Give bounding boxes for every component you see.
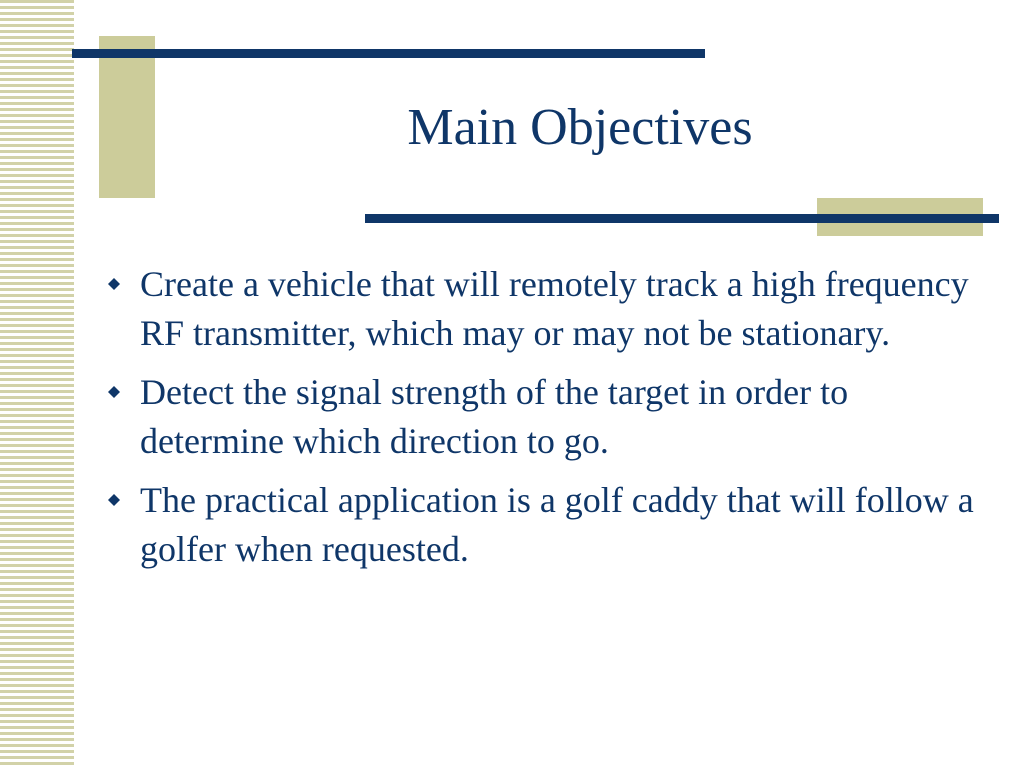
bullet-text: Detect the signal strength of the target in order to determine which direction to go.: [140, 372, 849, 461]
left-stripe-decoration: [0, 0, 74, 768]
bullet-text: The practical application is a golf caddy that will follow a golfer when requested.: [140, 480, 974, 569]
bullet-item: [104, 368, 984, 466]
bullet-text: Create a vehicle that will remotely track a high frequency RF transmitter, which may or may not be stationary.: [140, 264, 969, 353]
title-rule-top: [72, 49, 705, 58]
bullet-list: [104, 260, 984, 584]
diamond-bullet-icon: [108, 494, 120, 506]
accent-block-top: [99, 36, 155, 198]
bullet-item: [104, 476, 984, 574]
diamond-bullet-icon: [108, 386, 120, 398]
title-rule-bottom: [365, 214, 999, 223]
diamond-bullet-icon: [108, 278, 120, 290]
slide-title: Main Objectives: [407, 99, 753, 156]
bullet-item: [104, 260, 984, 358]
